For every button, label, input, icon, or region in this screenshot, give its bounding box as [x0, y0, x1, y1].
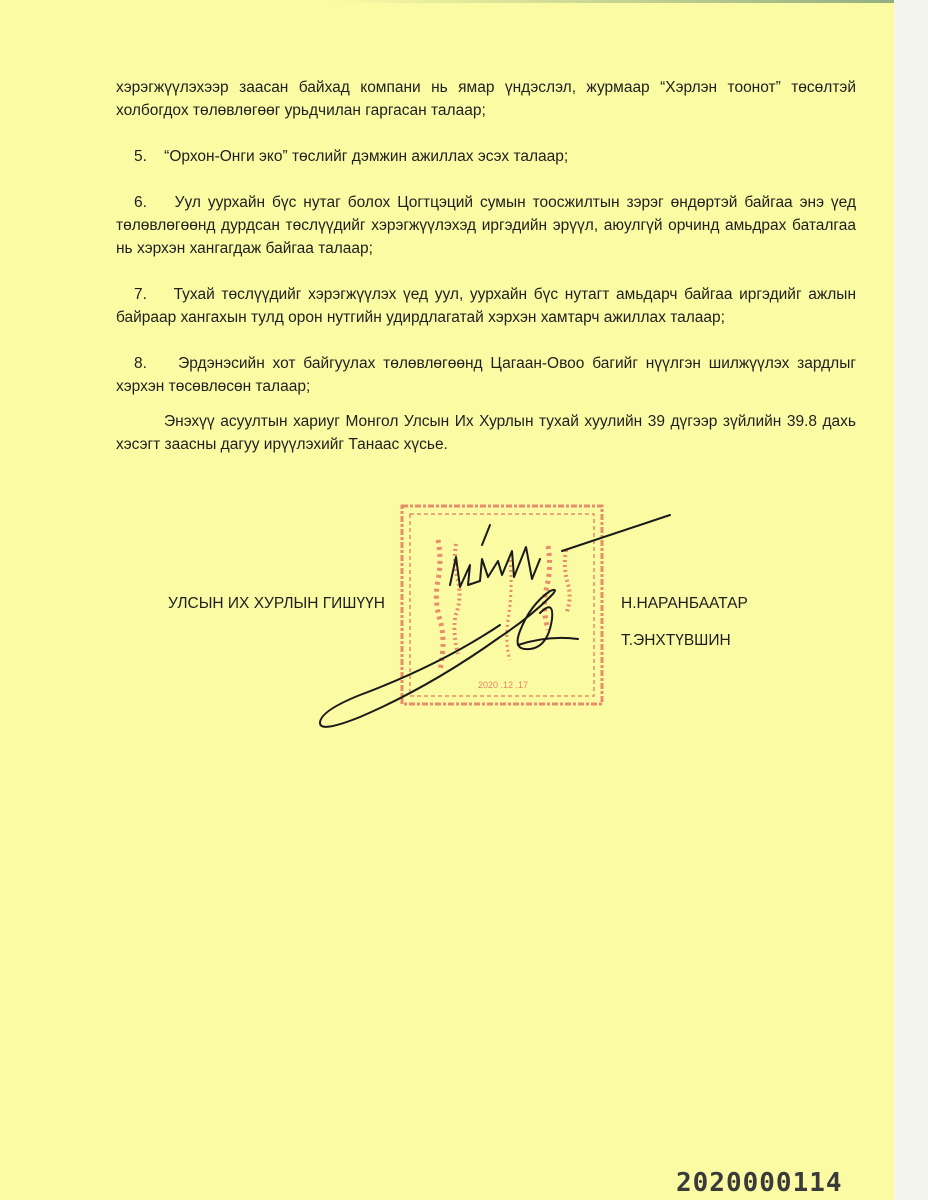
- document-number: 2020000114: [676, 1168, 843, 1198]
- stamp-date: 2020 .12 .17: [478, 680, 529, 690]
- paragraph-item-6: [116, 191, 856, 260]
- paragraph-text: Тухай төслүүдийг хэрэгжүүлэх үед уул, уурхайн бүс нутагт амьдарч байгаа иргэдийг ажлын байраар хангахын тулд орон нутгийн удирдлагатай хэрхэн хамтарч ажиллах талаар;: [116, 286, 856, 326]
- item-number: 7.: [134, 286, 147, 303]
- document-body: [116, 76, 856, 456]
- item-number: 5.: [134, 148, 147, 165]
- top-edge-line: [330, 0, 894, 3]
- signer-name: Н.НАРАНБААТАР: [621, 595, 748, 612]
- paragraph-item-8: [116, 352, 856, 398]
- closing-paragraph: Энэхүү асуултын хариуг Монгол Улсын Их Хурлын тухай хуулийн 39 дүгээр зүйлийн 39.8 дахь хэсэгт заасны дагуу ирүүлэхийг Танаас хүсье.: [116, 413, 856, 453]
- paragraph-text: Эрдэнэсийн хот байгуулах төлөвлөгөөнд Цагаан-Овоо багийг нүүлгэн шилжүүлэх зардлыг хэрхэн төсөвлөсөн талаар;: [116, 355, 856, 395]
- paragraph-text: хэрэгжүүлэхээр заасан байхад компани нь ямар үндэслэл, журмаар “Хэрлэн тоонот” төсөлтэй холбогдох төлөвлөгөөг урьдчилан гаргасан талаар;: [116, 79, 856, 119]
- paragraph-text: “Орхон-Онги эко” төслийг дэмжин ажиллах эсэх талаар;: [164, 148, 569, 165]
- paragraph-item-5: [116, 145, 856, 168]
- signature-title: УЛСЫН ИХ ХУРЛЫН ГИШҮҮН: [168, 595, 385, 612]
- item-number: 8.: [134, 355, 147, 372]
- signer-name: Т.ЭНХТҮВШИН: [621, 632, 731, 649]
- handwritten-signature-icon: [300, 505, 690, 745]
- paragraph-text: Уул уурхайн бүс нутаг болох Цогтцэций сумын тоосжилтын зэрэг өндөртэй байгаа энэ үед төлөвлөгөөнд дурдсан төслүүдийг хэрэгжүүлэхэд иргэдийн эрүүл, аюулгүй орчинд амьдрах баталгаа нь хэрхэн хангагдаж байгаа талаар;: [116, 194, 856, 257]
- paragraph-continuation: [116, 76, 856, 122]
- scan-margin: [894, 0, 928, 1200]
- item-number: 6.: [134, 194, 147, 211]
- paragraph-item-7: [116, 283, 856, 329]
